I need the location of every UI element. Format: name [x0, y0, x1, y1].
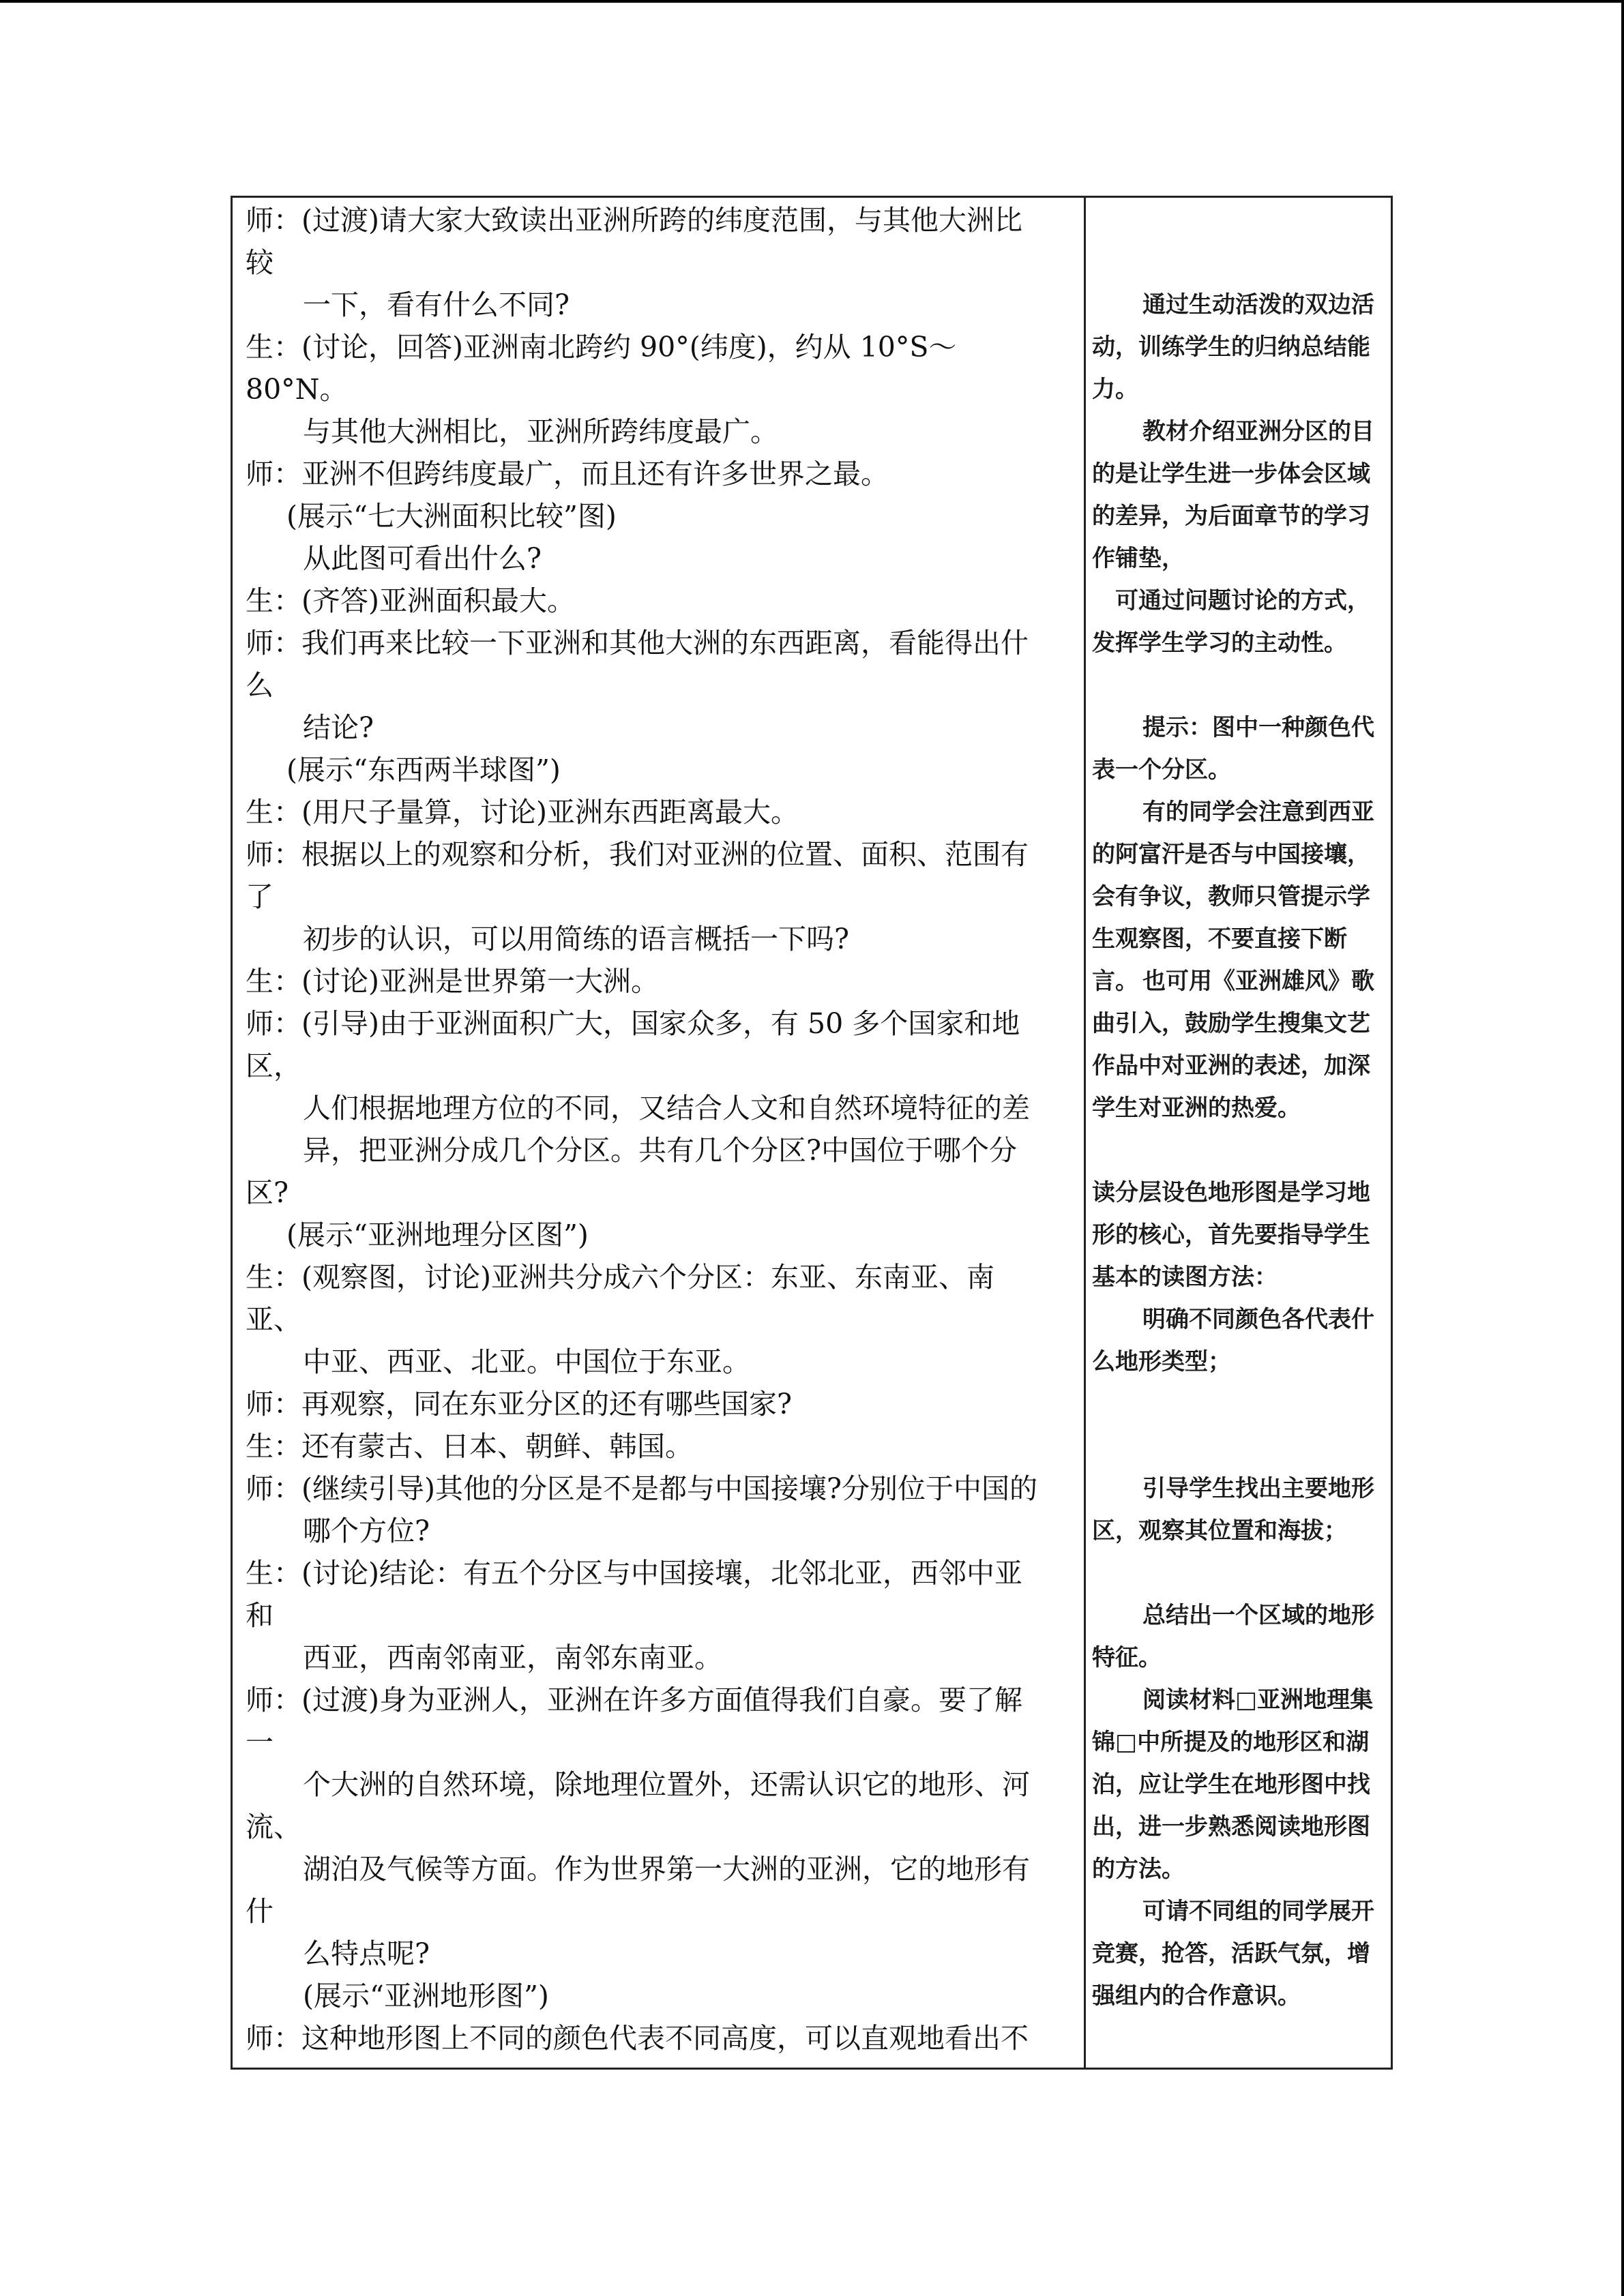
dialogue-line: (展示“亚洲地理分区图”)	[286, 1219, 589, 1251]
dialogue-line: 区，	[246, 1049, 301, 1082]
teaching-note: 有的同学会注意到西亚的阿富汗是否与中国接壤，会有争议，教师只管提示学生观察图，不要直接下断言。	[1092, 799, 1374, 995]
dialogue-line: 异，把亚洲分成几个分区。共有几个分区?中国位于哪个分	[303, 1134, 1017, 1167]
teaching-note: 明确不同颜色各代表什么地形类型；	[1092, 1306, 1374, 1375]
dialogue-line: 么特点呢?	[303, 1937, 430, 1970]
dialogue-line: 一	[246, 1726, 274, 1759]
dialogue-line: 师：(过渡)身为亚洲人，亚洲在许多方面值得我们自豪。要了解	[246, 1684, 1022, 1716]
dialogue-line: 生：还有蒙古、日本、朝鲜、韩国。	[246, 1430, 693, 1463]
dialogue-line: 么	[246, 669, 274, 702]
dialogue-line: 一下，看有什么不同?	[303, 288, 570, 321]
lesson-plan-table	[231, 196, 1393, 2070]
dialogue-line: 初步的认识，可以用简练的语言概括一下吗?	[303, 923, 849, 955]
dialogue-line: 和	[246, 1599, 274, 1632]
page-top-rule	[0, 0, 1624, 3]
dialogue-line: 区?	[246, 1176, 289, 1209]
dialogue-line: 个大洲的自然环境，除地理位置外，还需认识它的地形、河	[303, 1768, 1030, 1801]
dialogue-line: 人们根据地理方位的不同，又结合人文和自然环境特征的差	[303, 1092, 1030, 1124]
teaching-note: 读分层设色地形图是学习地形的核心，首先要指导学生基本的读图方法：	[1092, 1179, 1370, 1291]
dialogue-line: 西亚，西南邻南亚，南邻东南亚。	[303, 1641, 722, 1674]
dialogue-line: 流、	[246, 1810, 301, 1843]
dialogue-line: 与其他大洲相比，亚洲所跨纬度最广。	[303, 415, 778, 448]
teaching-note: 提示：图中一种颜色代表一个分区。	[1092, 714, 1374, 784]
dialogue-line: 师：再观察，同在东亚分区的还有哪些国家?	[246, 1388, 792, 1420]
dialogue-line: 湖泊及气候等方面。作为世界第一大洲的亚洲，它的地形有	[303, 1853, 1030, 1885]
dialogue-line: 了	[246, 880, 274, 913]
dialogue-line: 生：(讨论)结论：有五个分区与中国接壤，北邻北亚，西邻中亚	[246, 1557, 1022, 1590]
dialogue-line: 师：这种地形图上不同的颜色代表不同高度，可以直观地看出不	[246, 2022, 1029, 2055]
dialogue-line: 师：(过渡)请大家大致读出亚洲所跨的纬度范围，与其他大洲比	[246, 204, 1022, 237]
design-notes-column	[1092, 198, 1385, 2068]
dialogue-line: 生：(用尺子量算，讨论)亚洲东西距离最大。	[246, 796, 799, 829]
dialogue-line: 生：(讨论，回答)亚洲南北跨约 90°(纬度)，约从 10°S～	[246, 331, 957, 363]
teaching-note: 可请不同组的同学展开竞赛，抢答，活跃气氛，增强组内的合作意识。	[1092, 1898, 1374, 2010]
dialogue-line: 生：(齐答)亚洲面积最大。	[246, 584, 575, 617]
column-divider	[1084, 198, 1086, 2068]
teaching-note: 总结出一个区域的地形特征。	[1092, 1602, 1374, 1671]
dialogue-line: 师：根据以上的观察和分析，我们对亚洲的位置、面积、范围有	[246, 838, 1029, 871]
dialogue-line: 生：(观察图，讨论)亚洲共分成六个分区：东亚、东南亚、南	[246, 1261, 994, 1294]
page-right-rule	[1621, 0, 1624, 2296]
dialogue-line: 师：亚洲不但跨纬度最广，而且还有许多世界之最。	[246, 458, 889, 490]
dialogue-line: 师：我们再来比较一下亚洲和其他大洲的东西距离，看能得出什	[246, 627, 1029, 659]
teaching-note: 引导学生找出主要地形区，观察其位置和海拔；	[1092, 1475, 1374, 1545]
teaching-note: 阅读材料□亚洲地理集锦□中所提及的地形区和湖泊，应让学生在地形图中找出，进一步熟悉阅读地形图的方法。	[1092, 1686, 1374, 1883]
dialogue-line: 结论?	[303, 711, 374, 744]
dialogue-line: 生：(讨论)亚洲是世界第一大洲。	[246, 965, 659, 998]
dialogue-line: 从此图可看出什么?	[303, 542, 542, 575]
dialogue-line: (展示“亚洲地形图”)	[303, 1980, 549, 2012]
dialogue-line: 什	[246, 1895, 274, 1928]
teaching-note: 通过生动活泼的双边活动，训练学生的归纳总结能力。	[1092, 291, 1374, 403]
teaching-note: 也可用《亚洲雄风》歌曲引入，鼓励学生搜集文艺作品中对亚洲的表述，加深学生对亚洲的热爱。	[1092, 968, 1374, 1122]
dialogue-line: 哪个方位?	[303, 1515, 430, 1547]
teaching-process-column	[246, 198, 1078, 2068]
dialogue-line: 师：(继续引导)其他的分区是不是都与中国接壤?分别位于中国的	[246, 1472, 1037, 1505]
dialogue-line: 亚、	[246, 1303, 301, 1336]
teaching-note: 可通过问题讨论的方式，发挥学生学习的主动性。	[1092, 587, 1370, 657]
dialogue-line: (展示“七大洲面积比较”图)	[286, 500, 617, 533]
dialogue-line: (展示“东西两半球图”)	[286, 754, 561, 786]
dialogue-line: 师：(引导)由于亚洲面积广大，国家众多，有 50 多个国家和地	[246, 1007, 1020, 1040]
dialogue-line: 较	[246, 246, 274, 279]
dialogue-line: 中亚、西亚、北亚。中国位于东亚。	[303, 1345, 750, 1378]
teaching-note: 教材介绍亚洲分区的目的是让学生进一步体会区域的差异，为后面章节的学习作铺垫，	[1092, 418, 1374, 572]
dialogue-line: 80°N。	[246, 373, 348, 406]
